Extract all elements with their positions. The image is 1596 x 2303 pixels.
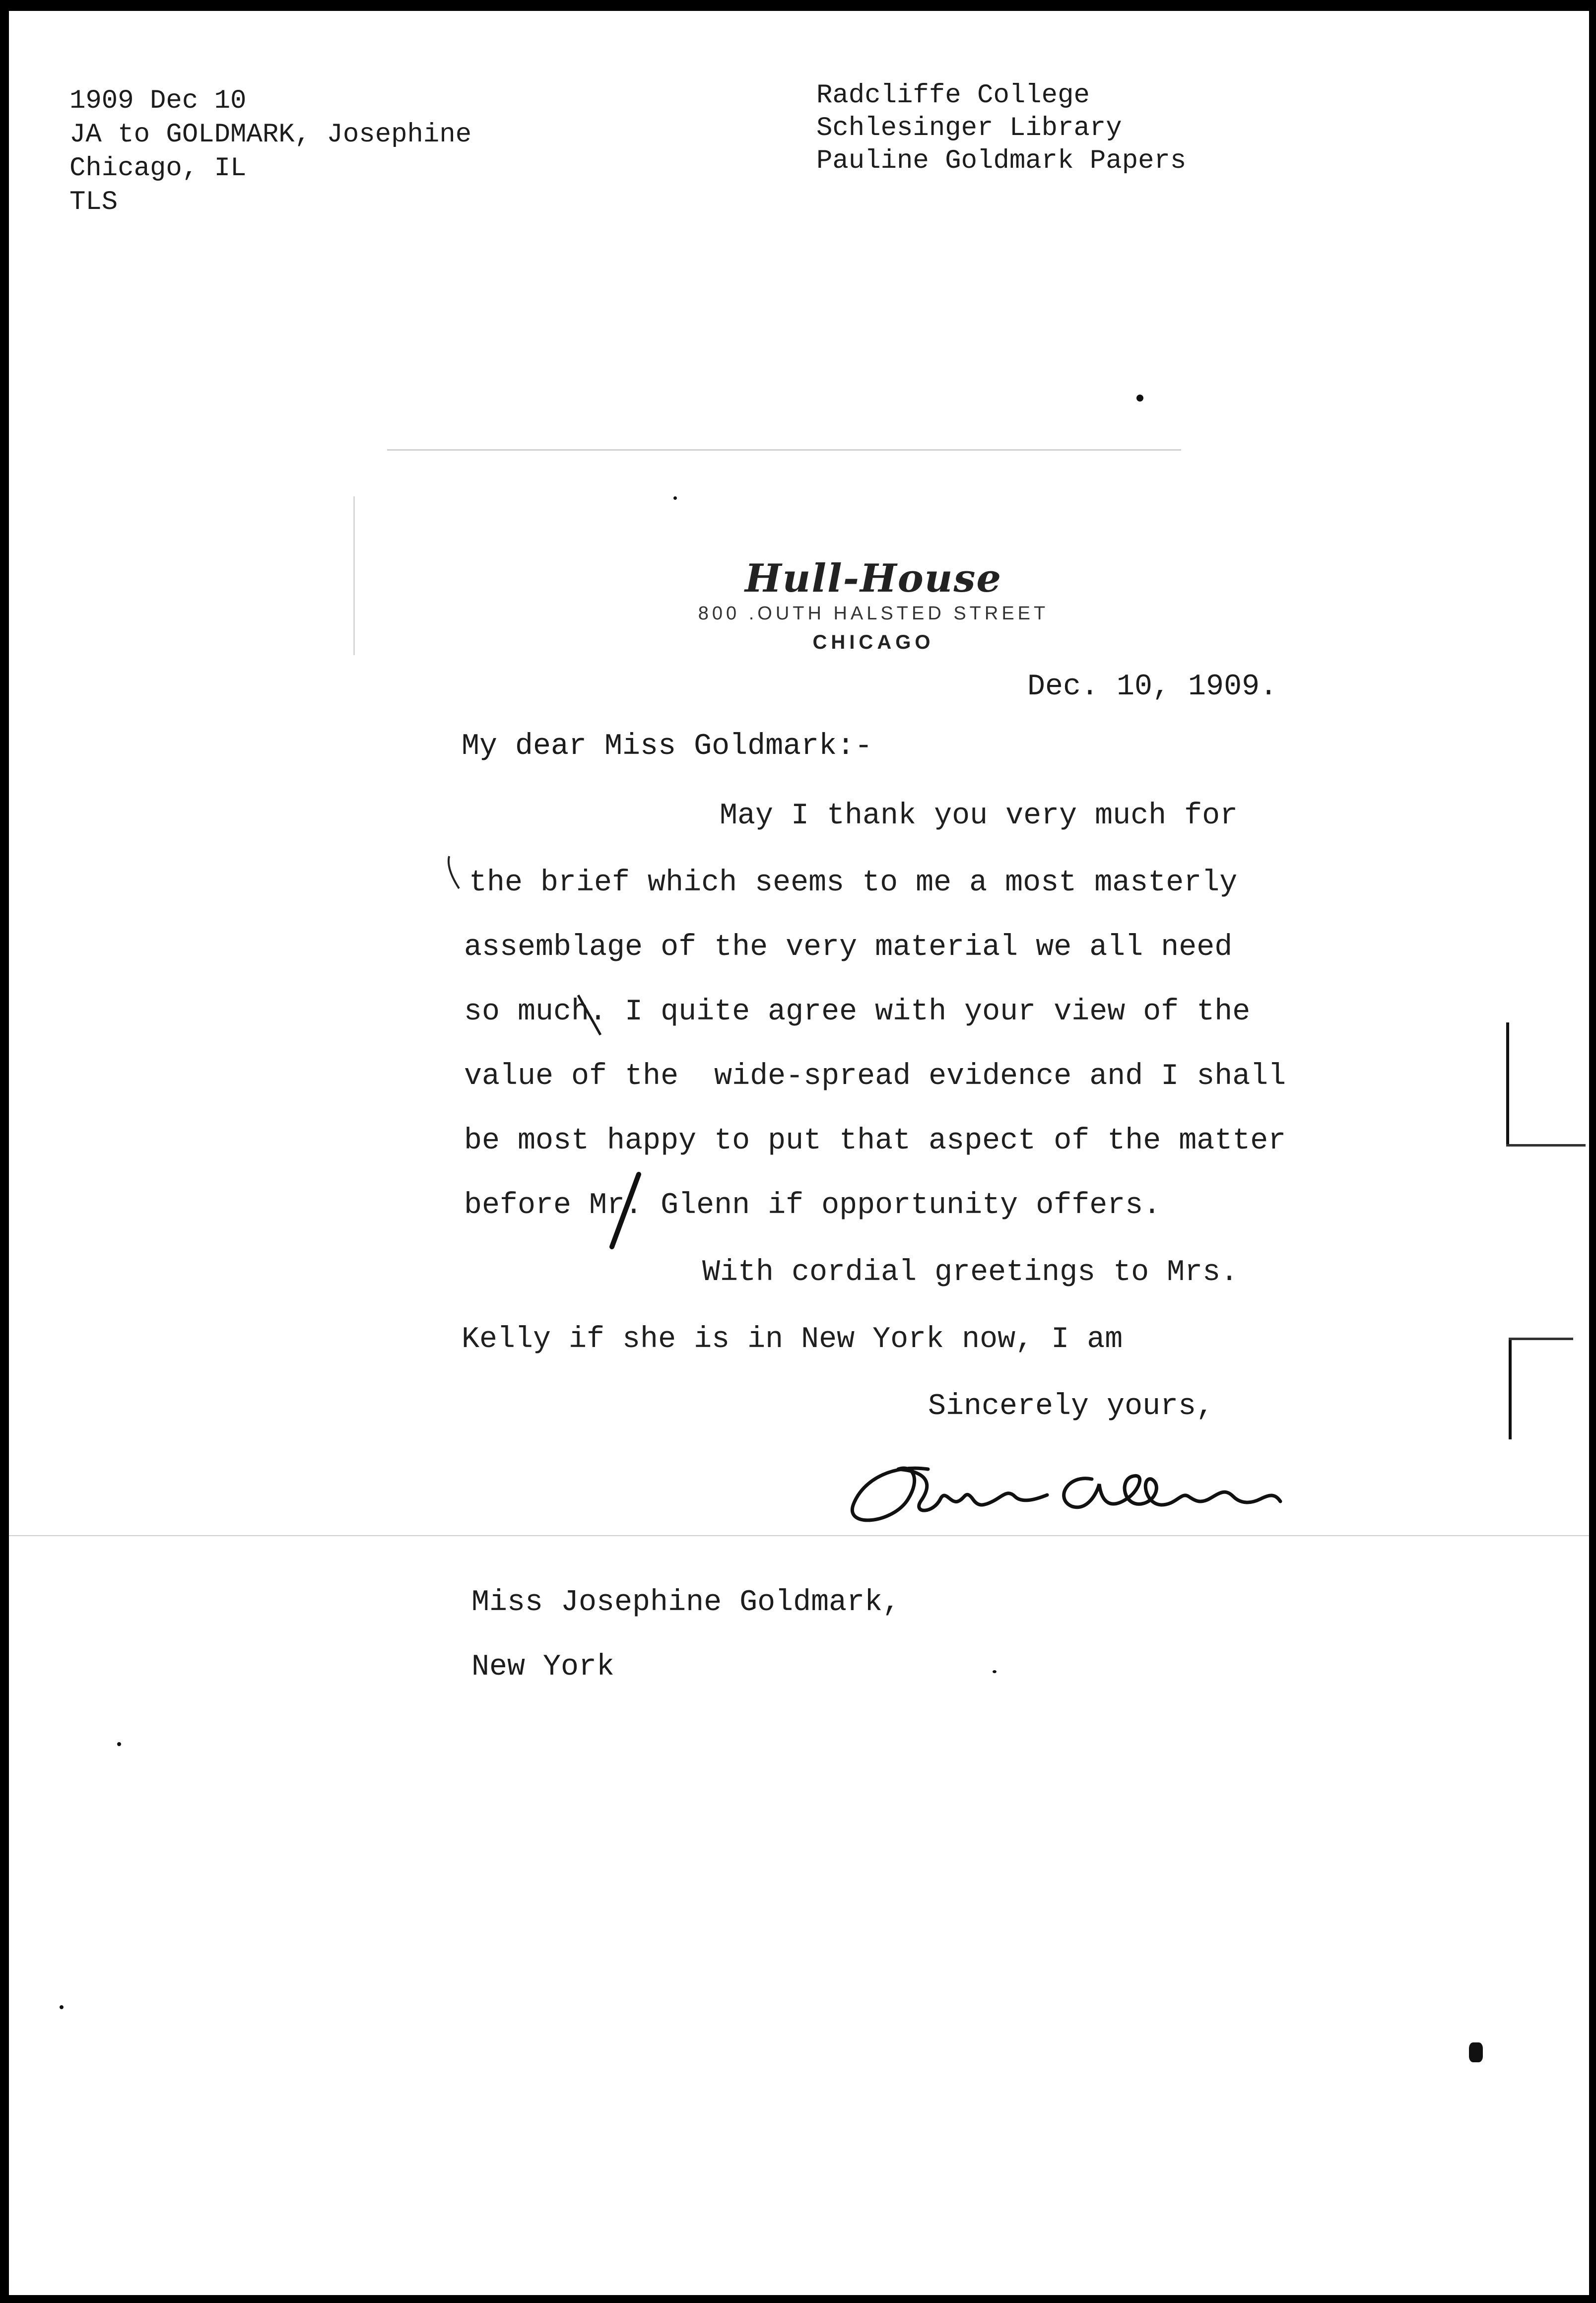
signature bbox=[834, 1449, 1330, 1534]
letter-body-line: be most happy to put that aspect of the matter bbox=[464, 1124, 1286, 1158]
letter-body-line: the brief which seems to me a most masterly bbox=[469, 866, 1238, 900]
scan-border-bottom bbox=[0, 2295, 1596, 2303]
ink-speck bbox=[993, 1670, 997, 1673]
recipient-name: Miss Josephine Goldmark, bbox=[471, 1586, 901, 1620]
archive-date: 1909 Dec 10 bbox=[69, 86, 247, 116]
handwritten-bracket-mark bbox=[444, 854, 464, 893]
archive-correspondents: JA to GOLDMARK, Josephine bbox=[69, 120, 472, 150]
letter-body-line: May I thank you very much for bbox=[720, 799, 1238, 833]
ink-speck bbox=[60, 2005, 64, 2009]
archive-metadata-left bbox=[69, 84, 471, 219]
scan-border-top bbox=[0, 0, 1596, 11]
handwritten-slash-mark bbox=[576, 993, 605, 1037]
letterhead-name: Hull-House bbox=[744, 556, 1002, 601]
archive-place: Chicago, IL bbox=[69, 153, 247, 184]
archive-collection: Pauline Goldmark Papers bbox=[816, 146, 1187, 176]
letterhead bbox=[640, 556, 1107, 654]
letter-salutation: My dear Miss Goldmark:- bbox=[462, 730, 873, 763]
scan-border-right bbox=[1589, 0, 1596, 2303]
letterhead-street: 800 .OUTH HALSTED STREET bbox=[698, 603, 1049, 624]
archive-format: TLS bbox=[69, 187, 118, 217]
margin-bracket-upper-foot bbox=[1506, 1144, 1586, 1147]
letter-body-line: so much. I quite agree with your view of the bbox=[464, 995, 1251, 1029]
archive-library: Schlesinger Library bbox=[816, 113, 1122, 143]
ink-speck bbox=[117, 1742, 121, 1746]
ink-speck bbox=[1469, 2042, 1483, 2062]
sheet-left-edge bbox=[353, 496, 355, 655]
letter-body-line: before Mr. Glenn if opportunity offers. bbox=[464, 1189, 1161, 1222]
letter-body-line: Kelly if she is in New York now, I am bbox=[462, 1323, 1123, 1356]
letter-closing: Sincerely yours, bbox=[928, 1390, 1214, 1423]
letterhead-city: CHICAGO bbox=[812, 631, 934, 653]
recipient-city: New York bbox=[471, 1650, 615, 1684]
letter-date: Dec. 10, 1909. bbox=[1027, 670, 1278, 704]
handwritten-strike-mark bbox=[608, 1171, 643, 1251]
fold-line bbox=[9, 1535, 1589, 1536]
sheet-top-edge bbox=[387, 449, 1181, 451]
scan-border-left bbox=[0, 0, 9, 2303]
letter-body-line: With cordial greetings to Mrs. bbox=[702, 1256, 1239, 1289]
margin-bracket-upper bbox=[1506, 1022, 1509, 1147]
letter-body-line: value of the wide-spread evidence and I shall bbox=[464, 1060, 1286, 1093]
letter-body-line: assemblage of the very material we all need bbox=[464, 931, 1233, 964]
margin-bracket-lower-head bbox=[1509, 1338, 1573, 1340]
ink-speck bbox=[673, 496, 677, 500]
margin-bracket-lower bbox=[1509, 1340, 1512, 1439]
archive-college: Radcliffe College bbox=[816, 80, 1090, 111]
archive-metadata-right bbox=[816, 79, 1186, 178]
ink-speck bbox=[1136, 395, 1143, 402]
